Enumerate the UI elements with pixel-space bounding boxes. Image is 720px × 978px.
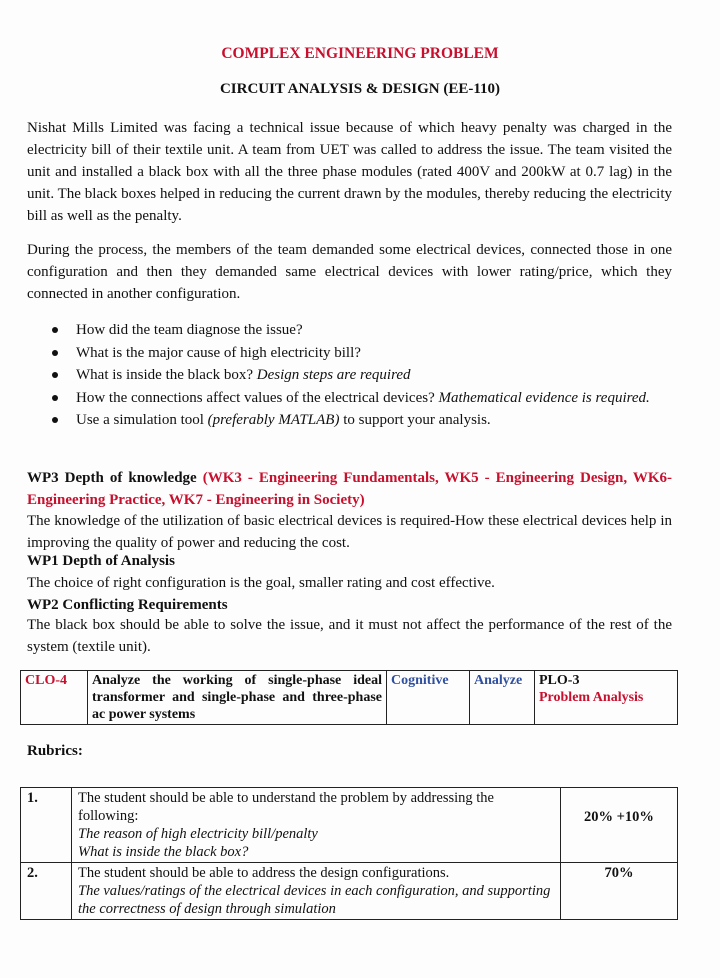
rubric-description: [72, 788, 561, 863]
plo-cell: [535, 671, 678, 725]
question-item: [52, 364, 672, 387]
question-note: Mathematical evidence is required.: [438, 389, 650, 406]
clo-table: [20, 670, 678, 725]
rubric-item: What is inside the black box?: [78, 844, 249, 860]
rubric-number: 2.: [21, 863, 72, 920]
question-text: How the connections affect values of the electrical devices?: [76, 389, 439, 406]
rubrics-label: Rubrics:: [27, 743, 83, 759]
wp1-heading: WP1 Depth of Analysis: [27, 553, 175, 569]
wp1-body: The choice of right configuration is the goal, smaller rating and cost effective.: [27, 575, 495, 591]
question-text: What is the major cause of high electricity bill?: [76, 344, 361, 361]
rubric-item: The values/ratings of the electrical devices in each configuration, and supporting the correctness of design through simulation: [78, 883, 551, 917]
plo-name: Problem Analysis: [539, 690, 644, 705]
wp2-body: The black box should be able to solve the issue, and it must not affect the performance of the rest of the system (textile unit).: [27, 617, 672, 655]
problem-paragraph-2: During the process, the members of the team demanded some electrical devices, connected those in one configuration and then they demanded same electrical devices with lower rating/price, which they connected in another configuration.: [27, 242, 672, 302]
table-row: [21, 788, 678, 863]
table-row: [21, 671, 678, 725]
rubric-item: The reason of high electricity bill/penalty: [78, 826, 318, 842]
plo-code: PLO-3: [539, 673, 580, 688]
wp2-heading: WP2 Conflicting Requirements: [27, 597, 228, 613]
course-subtitle: CIRCUIT ANALYSIS & DESIGN (EE-110): [219, 81, 501, 97]
question-text: What is inside the black box?: [76, 367, 257, 383]
page-title: COMPLEX ENGINEERING PROBLEM: [221, 45, 499, 62]
clo-cell: CLO-4: [21, 671, 88, 725]
rubric-number: 1.: [21, 788, 72, 863]
question-tail: to support your analysis.: [339, 412, 491, 428]
domain-cell: Cognitive: [387, 671, 470, 725]
rubric-lead: The student should be able to understand the problem by addressing the following:: [78, 790, 494, 824]
wp3-heading: WP3 Depth of knowledge: [27, 470, 197, 486]
wp3-body: The knowledge of the utilization of basic electrical devices is required-How these electrical devices help in improving the quality of power and reducing the cost.: [27, 513, 672, 551]
question-text: Use a simulation tool: [76, 412, 208, 428]
question-list: [52, 319, 672, 432]
rubric-description: [72, 863, 561, 920]
level-cell: Analyze: [470, 671, 535, 725]
question-item: [52, 409, 672, 432]
question-note: Design steps are required: [256, 367, 411, 383]
rubric-weight: 20% +10%: [561, 788, 678, 863]
question-item: [52, 319, 672, 342]
problem-paragraph-1: Nishat Mills Limited was facing a technical issue because of which heavy penalty was charged in the electricity bill of their textile unit. A team from UET was called to address the issue. The team visited the unit and installed a black box with all the three phase modules (rated 400V and 200kW at 0.7 lag) in the unit. The black boxes helped in reducing the current drawn by the modules, thereby reducing the electricity bill as well as the penalty.: [27, 120, 672, 224]
question-note: (preferably MATLAB): [207, 412, 340, 428]
question-item: [52, 342, 672, 365]
wp3-section: [27, 468, 672, 554]
rubrics-table: [20, 787, 678, 920]
clo-description-cell: Analyze the working of single-phase ideal transformer and single-phase and three-phase ac power systems: [88, 671, 387, 725]
rubric-weight: 70%: [561, 863, 678, 920]
rubric-lead: The student should be able to address the design configurations.: [78, 865, 450, 881]
wp3-refs: (WK3 - Engineering Fundamentals, WK5 - Engineering Design, WK6-Engineering Practice, WK7 - Engineering in Society): [27, 470, 672, 508]
question-item: [52, 387, 672, 410]
question-text: How did the team diagnose the issue?: [76, 322, 303, 338]
table-row: [21, 863, 678, 920]
